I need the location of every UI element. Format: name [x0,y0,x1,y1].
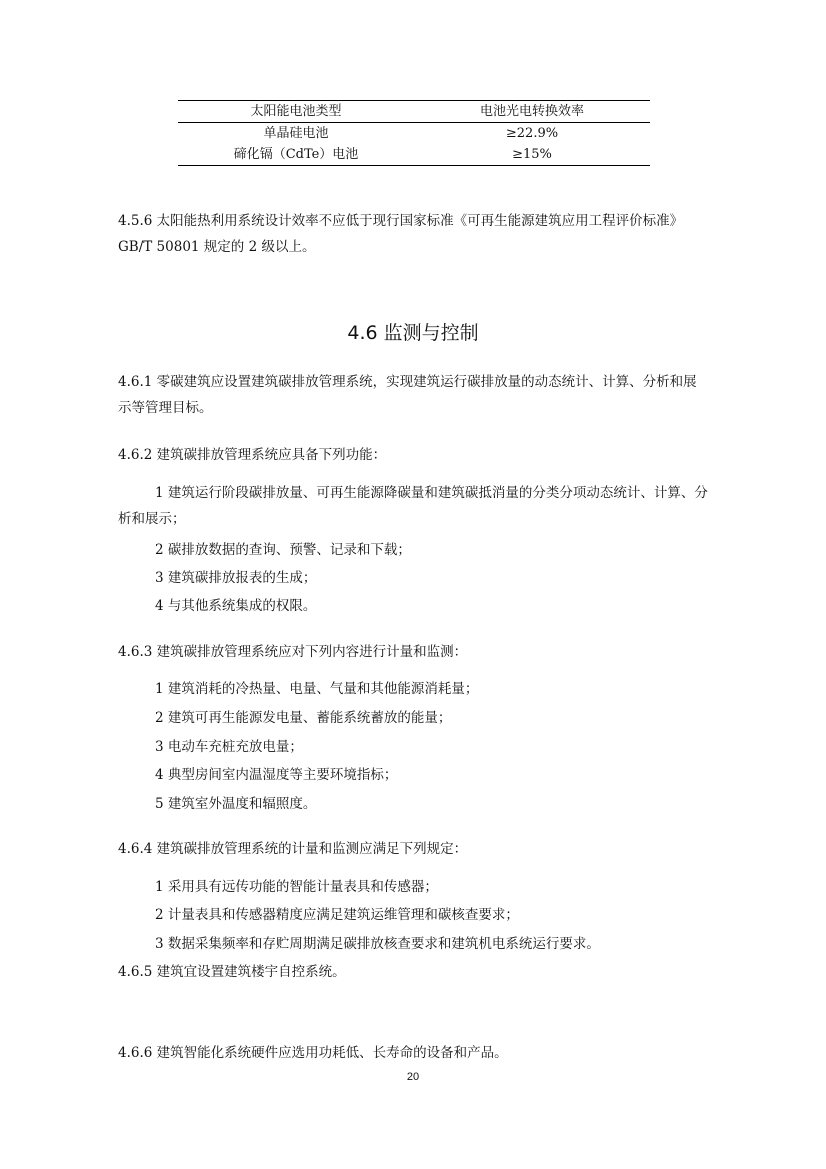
page-number: 20 [406,1071,420,1083]
clause-4-6-3-item: 2 建筑可再生能源发电量、蓄能系统蓄放的能量； [155,710,452,726]
clause-4-6-2-item: 2 碳排放数据的查询、预警、记录和下载； [155,542,411,558]
column-header: 电池光电转换效率 [414,101,650,123]
efficiency-table [178,100,650,166]
clause-4-6-6: 4.6.6 建筑智能化系统硬件应选用功耗低、长寿命的设备和产品。 [118,1045,508,1061]
table-cell: 单晶硅电池 [263,126,329,141]
clause-4-6-4-item: 2 计量表具和传感器精度应满足建筑运维管理和碳核查要求； [155,907,519,923]
clause-4-5-6: 4.5.6 太阳能热利用系统设计效率不应低于现行国家标准《可再生能源建筑应用工程评价标准》GB/T 50801 规定的 2 级以上。 [118,213,684,255]
table-row [178,123,650,145]
table-cell: ≥22.9% [505,126,559,141]
section-title: 4.6 监测与控制 [347,322,479,344]
clause-4-6-3-title: 4.6.3 建筑碳排放管理系统应对下列内容进行计量和监测： [118,644,468,660]
table-row [178,144,650,166]
clause-4-6-3-item: 1 建筑消耗的冷热量、电量、气量和其他能源消耗量； [155,681,479,697]
clause-4-6-2-item: 1 建筑运行阶段碳排放量、可再生能源降碳量和建筑碳抵消量的分类分项动态统计、计算、分析和展示； [118,485,708,527]
table-cell: 碲化镉（CdTe）电池 [178,144,414,166]
table-header-row [178,101,650,123]
clause-4-6-5: 4.6.5 建筑宜设置建筑楼宇自控系统。 [118,964,346,980]
clause-4-6-3-item: 4 典型房间室内温湿度等主要环境指标； [155,767,398,783]
clause-4-6-3-item: 3 电动车充桩充放电量； [155,739,303,755]
clause-4-6-4-item: 1 采用具有远传功能的智能计量表具和传感器； [155,879,438,895]
clause-4-6-4-title: 4.6.4 建筑碳排放管理系统的计量和监测应满足下列规定： [118,841,468,857]
clause-4-6-1: 4.6.1 零碳建筑应设置建筑碳排放管理系统，实现建筑运行碳排放量的动态统计、计算、分析和展示等管理目标。 [118,374,697,416]
clause-4-6-4-item: 3 数据采集频率和存贮周期满足碳排放核查要求和建筑机电系统运行要求。 [155,936,600,952]
table-cell: ≥15% [414,144,650,166]
clause-4-6-2-item: 3 建筑碳排放报表的生成； [155,570,317,586]
column-header: 太阳能电池类型 [178,101,414,123]
clause-4-6-3-item: 5 建筑室外温度和辐照度。 [155,796,317,812]
clause-4-6-2-title: 4.6.2 建筑碳排放管理系统应具备下列功能： [118,447,387,463]
clause-4-6-2-item: 4 与其他系统集成的权限。 [155,598,317,614]
